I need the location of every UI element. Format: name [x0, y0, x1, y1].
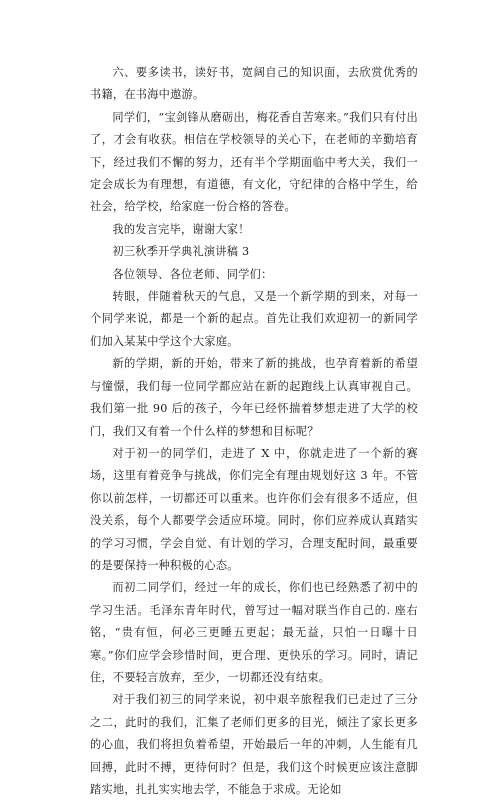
document-body: [90, 62, 418, 801]
paragraph-thanks: 我的发言完毕，谢谢大家！: [112, 222, 250, 236]
salutation: 各位领导、各位老师、同学们：: [112, 267, 273, 281]
paragraph-new-term: 转眼，伴随着秋天的气息，又是一个新学期的到来，对每一个同学来说，都是一个新的起点。首先让我们欢迎初一的新同学们加入某某中学这个大家庭。: [90, 290, 418, 348]
paragraph-closing-exhortation: 同学们，“宝剑锋从磨砺出，梅花香自苦寒来。”我们只有付出了，才会有收获。相信在学校领导的关心下，在老师的辛勤培育下，经过我们不懈的努力，还有半个学期面临中考大关，我们一定会成长为有理想，有道德，有文化，守纪律的合格中学生，给社会，给学校，给家庭一份合格的答卷。: [90, 110, 418, 214]
paragraph-read-books: 六、要多读书，读好书，宽阔自己的知识面，去欣赏优秀的书籍，在书海中遨游。: [90, 66, 418, 102]
paragraph-grade-one: 对于初一的同学们，走进了 X 中，你就走进了一个新的赛场，这里有着竞争与挑战，你们完全有理由规划好这 3 年。不管你以前怎样，一切都还可以重来。也许你们会有很多不适应，但没关系，每个人都要学会适应环境。同时，你们应养成认真踏实的学习习惯，学会自觉、有计划的学习，合理支配时间，最重要的是要保持一种积极的心态。: [90, 446, 418, 572]
paragraph-grade-three: 对于我们初三的同学来说，初中艰辛旅程我们已走过了三分之二，此时的我们，汇集了老师们更多的目光，倾注了家长更多的心血，我们将担负着希望，开始最后一年的冲刺，人生能有几回搏，此时不搏，更待何时？但是，我们这个时候更应该注意脚踏实地，扎扎实实地去学，不能急于求成。无论如: [90, 693, 418, 796]
paragraph-grade-two: 而初二同学们，经过一年的成长，你们也已经熟悉了初中的学习生活。毛泽东青年时代，曾写过一幅对联当作自己的. 座右铭，“贵有恒，何必三更睡五更起；最无益，只怕一日曝十日寒。”你们应学会珍惜时间，更合理、更快乐的学习。同时，请记住，不要轻言放弃，至少，一切都还没有结束。: [90, 581, 418, 684]
speech-title: 初三秋季开学典礼演讲稿 3: [112, 245, 250, 259]
paragraph-new-challenges: 新的学期，新的开始，带来了新的挑战，也孕育着新的希望与憧憬，我们每一位同学都应站在新的起跑线上认真审视自己。我们第一批 90 后的孩子，今年已经怀揣着梦想走进了大学的校门，我们又有着一个什么样的梦想和目标呢？: [90, 357, 418, 438]
